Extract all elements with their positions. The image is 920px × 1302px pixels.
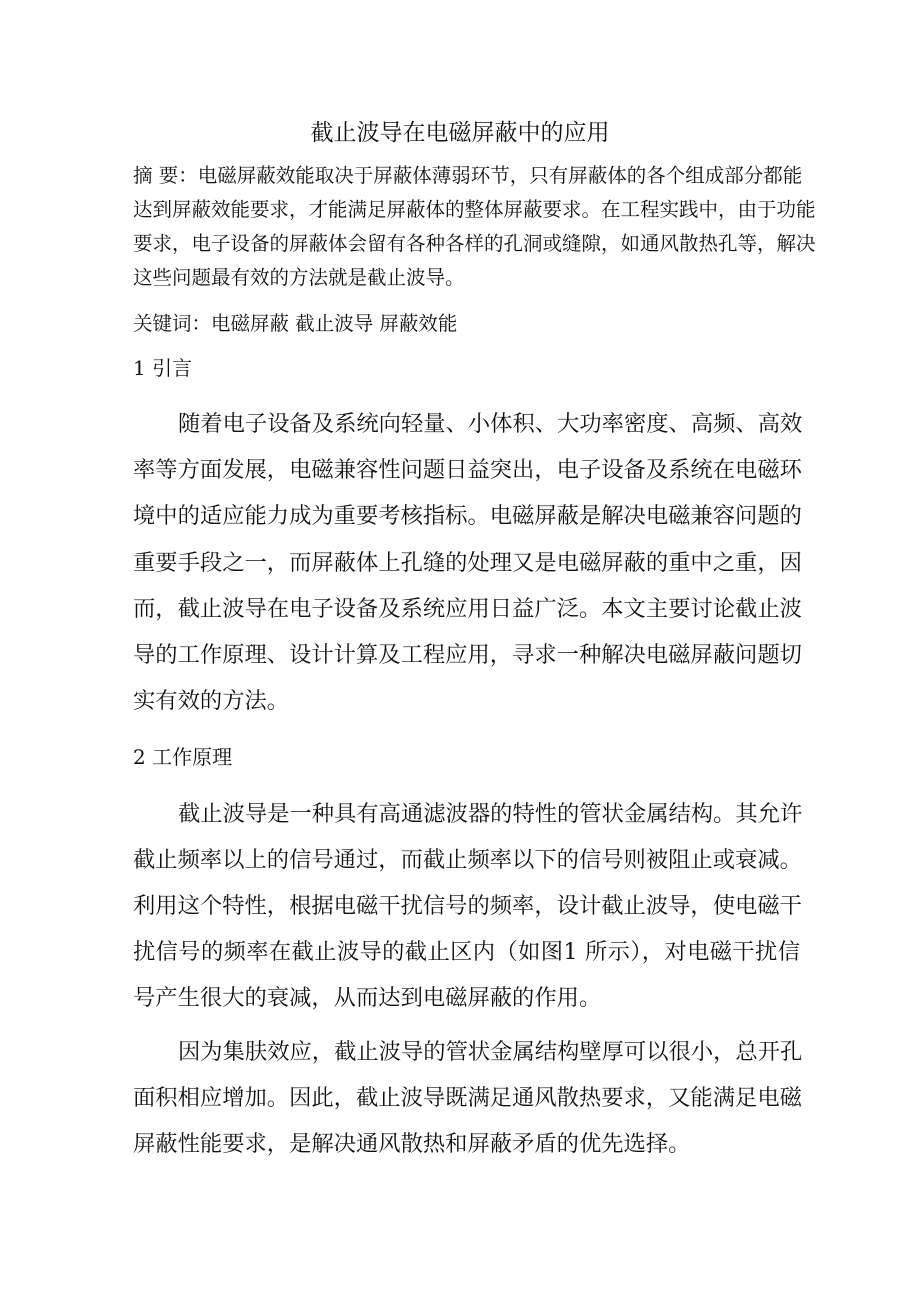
paragraph-line: 号产生很大的衰减，从而达到电磁屏蔽的作用。 — [133, 985, 602, 1011]
paragraph-line: 面积相应增加。因此，截止波导既满足通风散热要求，又能满足电磁 — [133, 1085, 802, 1111]
paragraph-line: 导的工作原理、设计计算及工程应用，寻求一种解决电磁屏蔽问题切 — [133, 642, 802, 668]
keywords: 关键词：电磁屏蔽 截止波导 屏蔽效能 — [133, 312, 458, 335]
section-heading: 1 引言 — [133, 356, 193, 380]
paragraph-line: 利用这个特性，根据电磁干扰信号的频率，设计截止波导，使电磁干 — [133, 893, 802, 919]
paragraph-line: 截止波导是一种具有高通滤波器的特性的管状金属结构。其允许 — [178, 801, 803, 827]
abstract-line: 要求，电子设备的屏蔽体会留有各种各样的孔洞或缝隙，如通风散热孔等，解决 — [133, 232, 816, 255]
paragraph-line: 实有效的方法。 — [133, 688, 290, 714]
abstract-line: 摘 要：电磁屏蔽效能取决于屏蔽体薄弱环节，只有屏蔽体的各个组成部分都能 — [133, 164, 803, 187]
paragraph-line: 扰信号的频率在截止波导的截止区内（如图1 所示），对电磁干扰信 — [133, 939, 800, 965]
paragraph-line: 重要手段之一，而屏蔽体上孔缝的处理又是电磁屏蔽的重中之重，因 — [133, 550, 802, 576]
paragraph-line: 率等方面发展，电磁兼容性问题日益突出，电子设备及系统在电磁环 — [133, 457, 802, 483]
paragraph-line: 截止频率以上的信号通过，而截止频率以下的信号则被阻止或衰减。 — [133, 847, 802, 873]
paragraph-line: 屏蔽性能要求，是解决通风散热和屏蔽矛盾的优先选择。 — [133, 1131, 691, 1157]
abstract-line: 这些问题最有效的方法就是截止波导。 — [133, 266, 465, 289]
abstract-line: 达到屏蔽效能要求，才能满足屏蔽体的整体屏蔽要求。在工程实践中，由于功能 — [133, 198, 816, 221]
paragraph-line: 随着电子设备及系统向轻量、小体积、大功率密度、高频、高效 — [178, 411, 803, 437]
section-heading: 2 工作原理 — [133, 745, 233, 769]
document-title: 截止波导在电磁屏蔽中的应用 — [310, 120, 610, 146]
paragraph-line: 因为集肤效应，截止波导的管状金属结构壁厚可以很小，总开孔 — [178, 1039, 803, 1065]
paragraph-line: 而，截止波导在电子设备及系统应用日益广泛。本文主要讨论截止波 — [133, 596, 802, 622]
paragraph-line: 境中的适应能力成为重要考核指标。电磁屏蔽是解决电磁兼容问题的 — [133, 503, 802, 529]
